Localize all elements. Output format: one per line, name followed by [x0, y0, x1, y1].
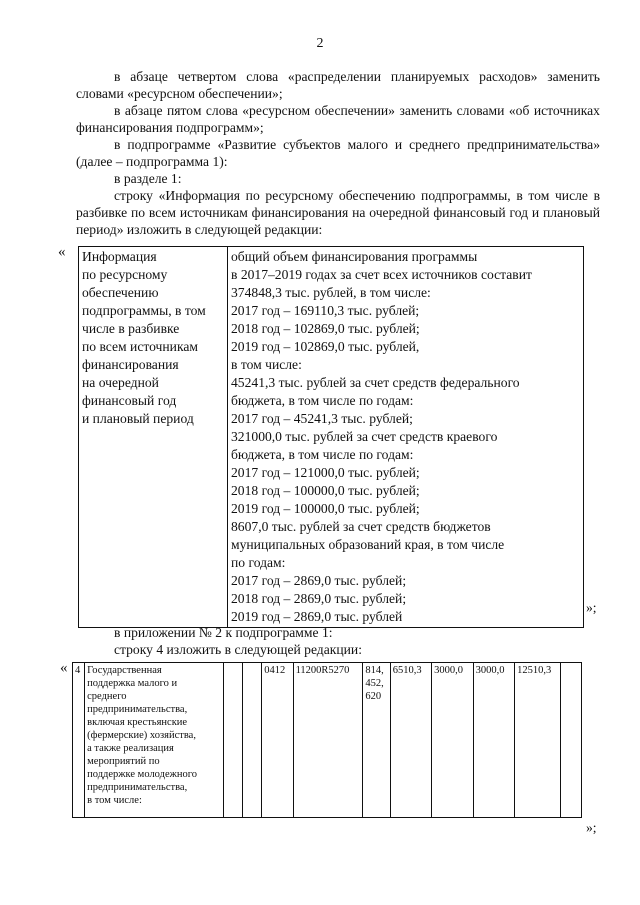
- name-line: в том числе:: [87, 795, 142, 806]
- name-line: среднего: [87, 691, 127, 702]
- value-2018-cell: 3000,0: [432, 663, 473, 818]
- label-line: по ресурсному: [82, 267, 168, 282]
- name-line: Государственная: [87, 665, 162, 676]
- value-line: бюджета, в том числе по годам:: [231, 393, 414, 408]
- value-line: в 2017–2019 годах за счет всех источников составит: [231, 267, 532, 282]
- value-line: 2017 год – 121000,0 тыс. рублей;: [231, 465, 420, 480]
- type-line: 814,: [365, 665, 384, 676]
- name-line: предпринимательства,: [87, 782, 188, 793]
- value-line: 2017 год – 45241,3 тыс. рублей;: [231, 411, 413, 426]
- table-row: [73, 663, 582, 818]
- text-line: в абзаце пятом слова «ресурсном обеспечении» заменить словами: [114, 103, 505, 118]
- value-line: 2019 год – 100000,0 тыс. рублей;: [231, 501, 420, 516]
- name-line: мероприятий по: [87, 756, 160, 767]
- code-cell: 0412: [262, 663, 293, 818]
- text-line: в абзаце четвертом слова «распределении планируемых расходов»: [114, 69, 538, 84]
- value-line: 2017 год – 169110,3 тыс. рублей;: [231, 303, 420, 318]
- value-line: 321000,0 тыс. рублей за счет средств краевого: [231, 429, 498, 444]
- label-line: на очередной: [82, 375, 159, 390]
- text-line: финансовый год и плановый период» изложить в следующей редакции:: [76, 205, 600, 237]
- empty-cell: [242, 663, 261, 818]
- name-line: включая крестьянские: [87, 717, 188, 728]
- paragraph-abzac-5: [76, 102, 600, 136]
- paragraph-section-1: [76, 170, 600, 187]
- value-line: 2018 год – 102869,0 тыс. рублей;: [231, 321, 420, 336]
- text-line: в том числе в разбивке по всем источникам финансирования на очередной: [76, 188, 600, 220]
- value-line: 2019 год – 102869,0 тыс. рублей,: [231, 339, 420, 354]
- value-2017-cell: 6510,3: [390, 663, 431, 818]
- paragraph-row-info: [76, 187, 600, 238]
- type-line: 620: [365, 691, 382, 702]
- value-cell: [228, 247, 584, 628]
- text-line: в подпрограмме «Развитие субъектов малого и среднего: [114, 137, 461, 152]
- value-line: бюджета, в том числе по годам:: [231, 447, 414, 462]
- value-line: 8607,0 тыс. рублей за счет средств бюджетов: [231, 519, 491, 534]
- name-line: (фермерские) хозяйства,: [87, 730, 196, 741]
- text-line: в приложении № 2 к подпрограмме 1:: [114, 625, 333, 640]
- text-line: строку «Информация по ресурсному обеспечению подпрограммы,: [114, 188, 511, 203]
- label-line: числе в разбивке: [82, 321, 180, 336]
- value-line: в том числе:: [231, 357, 302, 372]
- expense-type-cell: [363, 663, 390, 818]
- empty-cell: [223, 663, 242, 818]
- value-line: 2018 год – 2869,0 тыс. рублей;: [231, 591, 407, 606]
- measure-name-cell: [85, 663, 224, 818]
- label-line: обеспечению: [82, 285, 159, 300]
- value-2019-cell: 3000,0: [473, 663, 514, 818]
- appendix-row-table: [72, 662, 582, 818]
- quote-close: »;: [586, 820, 597, 835]
- label-line: финансовый год: [82, 393, 177, 408]
- value-line: общий объем финансирования программы: [231, 249, 478, 264]
- text-line: строку 4 изложить в следующей редакции:: [114, 642, 362, 657]
- paragraph-appendix: [76, 624, 600, 658]
- label-line: по всем источникам: [82, 339, 198, 354]
- paragraph-subprogram: [76, 136, 600, 170]
- name-line: поддержке молодежного: [87, 769, 198, 780]
- label-line: финансирования: [82, 357, 179, 372]
- type-line: 452,: [365, 678, 384, 689]
- paragraph-abzac-4: [76, 68, 600, 102]
- total-cell: 12510,3: [515, 663, 561, 818]
- label-line: подпрограммы, в том: [82, 303, 206, 318]
- label-line: Информация: [82, 249, 157, 264]
- name-line: предпринимательства,: [87, 704, 188, 715]
- name-line: поддержка малого и: [87, 678, 178, 689]
- name-line: а также реализация: [87, 743, 174, 754]
- value-line: 2019 год – 2869,0 тыс. рублей: [231, 609, 403, 624]
- label-cell: [79, 247, 228, 628]
- label-line: и плановый период: [82, 411, 194, 426]
- value-line: 2017 год – 2869,0 тыс. рублей;: [231, 573, 407, 588]
- value-line: 2018 год – 100000,0 тыс. рублей;: [231, 483, 420, 498]
- value-line: 45241,3 тыс. рублей за счет средств федерального: [231, 375, 520, 390]
- value-line: по годам:: [231, 555, 286, 570]
- text-line: предпринимательства» (далее – подпрограмма 1):: [76, 137, 600, 169]
- text-line: в разделе 1:: [114, 171, 182, 186]
- row-number-cell: 4: [73, 663, 85, 818]
- resource-table: [78, 246, 584, 628]
- value-line: 374848,3 тыс. рублей, в том числе:: [231, 285, 431, 300]
- value-line: муниципальных образований края, в том числе: [231, 537, 505, 552]
- text-line: «об источниках финансирования подпрограмм»;: [76, 103, 600, 135]
- page-number: 2: [316, 36, 324, 51]
- empty-cell: [560, 663, 581, 818]
- quote-close: »;: [586, 600, 597, 615]
- table-row: [79, 247, 584, 628]
- quote-open: «: [60, 660, 68, 676]
- quote-open: «: [58, 244, 66, 260]
- target-article-cell: 11200R5270: [293, 663, 363, 818]
- text-line: заменить словами «ресурсном обеспечении»;: [76, 69, 600, 101]
